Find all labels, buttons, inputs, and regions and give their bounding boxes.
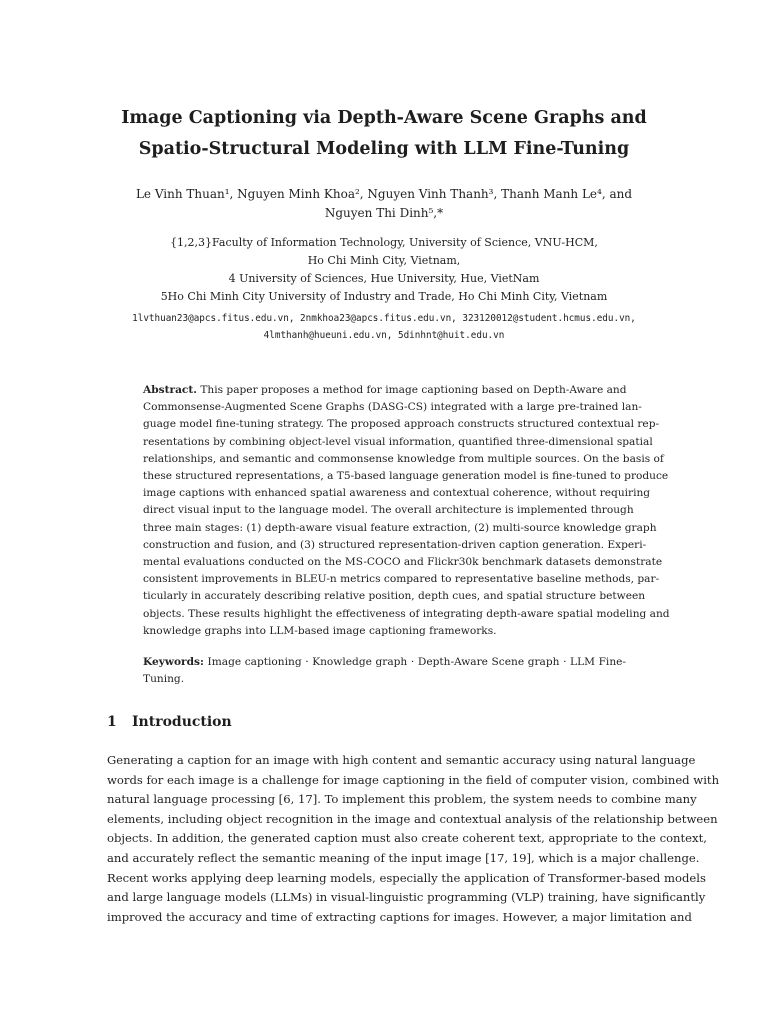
- body-line: words for each image is a challenge for image captioning in the field of computer vision, combined with: [107, 772, 720, 787]
- keywords-text: Image captioning · Knowledge graph · Depth-Aware Scene graph · LLM Fine-: [203, 656, 626, 668]
- affiliations: [110, 234, 658, 306]
- abstract-line-first: [143, 382, 626, 399]
- section-title: Introduction: [132, 714, 232, 730]
- abstract-line: consistent improvements in BLEU-n metrics compared to representative baseline methods, par-: [143, 573, 660, 586]
- body-line: and large language models (LLMs) in visual-linguistic programming (VLP) training, have significantly: [107, 890, 706, 905]
- abstract-line: ticularly in accurately describing relative position, depth cues, and spatial structure between: [143, 590, 646, 603]
- body-line: objects. In addition, the generated caption must also create coherent text, appropriate to the context,: [107, 831, 707, 846]
- body-line: natural language processing [6, 17]. To implement this problem, the system needs to combine many: [107, 792, 697, 807]
- keywords-label: Keywords:: [143, 656, 204, 668]
- author-emails: [90, 310, 678, 344]
- abstract-line: Commonsense-Augmented Scene Graphs (DASG-CS) integrated with a large pre-trained lan-: [143, 401, 642, 414]
- abstract-line: mental evaluations conducted on the MS-COCO and Flickr30k benchmark datasets demonstrate: [143, 556, 663, 569]
- paper-title: [90, 103, 678, 165]
- abstract-line: direct visual input to the language model. The overall architecture is implemented through: [143, 504, 634, 517]
- abstract-line: resentations by combining object-level visual information, quantified three-dimensional spatial: [143, 435, 653, 448]
- abstract-text: This paper proposes a method for image captioning based on Depth-Aware and: [196, 384, 627, 396]
- authors-line: Le Vinh Thuan¹, Nguyen Minh Khoa², Nguyen Vinh Thanh³, Thanh Manh Le⁴, and: [135, 187, 633, 201]
- affiliation-line: Ho Chi Minh City, Vietnam,: [307, 254, 461, 267]
- email-line: 1lvthuan23@apcs.fitus.edu.vn, 2nmkhoa23@apcs.fitus.edu.vn, 323120012@student.hcmus.edu.vn,: [132, 313, 636, 324]
- body-line: Generating a caption for an image with high content and semantic accuracy using natural language: [107, 753, 696, 767]
- abstract-line: guage model fine-tuning strategy. The proposed approach constructs structured contextual rep-: [143, 418, 660, 431]
- affiliation-line: {1,2,3}Faculty of Information Technology, University of Science, VNU-HCM,: [170, 236, 598, 249]
- keywords-line: Tuning.: [143, 673, 185, 686]
- abstract-label: Abstract.: [143, 384, 197, 396]
- email-line: 4lmthanh@hueuni.edu.vn, 5dinhnt@huit.edu.vn: [263, 330, 505, 341]
- keywords-line-first: [143, 654, 626, 671]
- section-number: 1: [107, 714, 117, 730]
- authors-line: Nguyen Thi Dinh⁵,*: [324, 206, 444, 220]
- abstract-line: three main stages: (1) depth-aware visual feature extraction, (2) multi-source knowledge graph: [143, 521, 657, 534]
- body-line: elements, including object recognition in the image and contextual analysis of the relationship between: [107, 811, 718, 826]
- title-line: Spatio-Structural Modeling with LLM Fine-Tuning: [138, 139, 630, 159]
- body-line: and accurately reflect the semantic meaning of the input image [17, 19], which is a major challenge.: [107, 850, 700, 865]
- abstract-line: image captions with enhanced spatial awareness and contextual coherence, without requiring: [143, 487, 651, 500]
- keywords: [143, 654, 626, 688]
- body-line: improved the accuracy and time of extracting captions for images. However, a major limitation and: [107, 909, 692, 924]
- abstract-line: relationships, and semantic and commonsense knowledge from multiple sources. On the basis of: [143, 452, 664, 465]
- affiliation-line: 4 University of Sciences, Hue University, Hue, VietNam: [228, 272, 540, 285]
- body-line: Recent works applying deep learning models, especially the application of Transformer-based models: [107, 870, 706, 885]
- affiliation-line: 5Ho Chi Minh City University of Industry and Trade, Ho Chi Minh City, Vietnam: [160, 290, 608, 303]
- abstract-line: knowledge graphs into LLM-based image captioning frameworks.: [143, 624, 497, 637]
- abstract-line: construction and fusion, and (3) structured representation-driven caption generation. Experi-: [143, 538, 647, 551]
- abstract-line: these structured representations, a T5-based language generation model is fine-tuned to produce: [143, 470, 669, 483]
- abstract-line: objects. These results highlight the effectiveness of integrating depth-aware spatial modeling and: [143, 607, 670, 620]
- introduction-body: [107, 751, 720, 927]
- author-list: [110, 185, 658, 223]
- title-line: Image Captioning via Depth-Aware Scene Graphs and: [121, 108, 647, 128]
- abstract: [143, 382, 670, 640]
- section-heading-introduction: [107, 714, 232, 730]
